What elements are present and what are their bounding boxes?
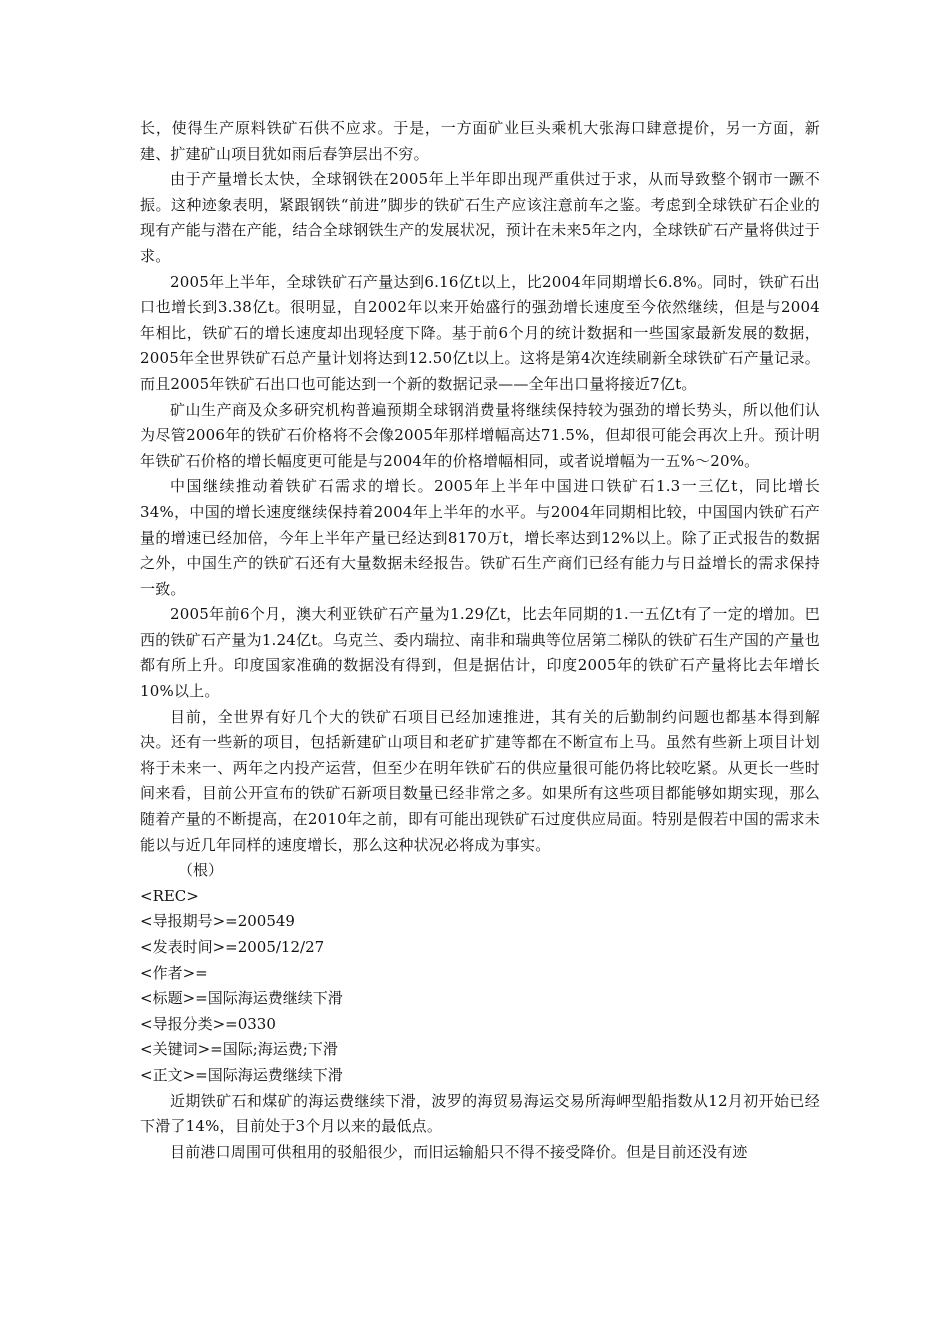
article-paragraph: 长，使得生产原料铁矿石供不应求。于是，一方面矿业巨头乘机大张海口肆意提价，另一方面，新建、扩建矿山项目犹如雨后春笋层出不穷。: [140, 119, 820, 163]
record-issue: <导报期号>=200549: [140, 912, 295, 931]
document-page: [140, 116, 820, 1165]
record-category: <导报分类>=0330: [140, 1014, 276, 1033]
record-author: <作者>=: [140, 963, 208, 982]
article-paragraph: 近期铁矿石和煤矿的海运费继续下滑，波罗的海贸易海运交易所海岬型船指数从12月初开始已经下滑了14%，目前处于3个月以来的最低点。: [140, 1091, 820, 1136]
article-paragraph: 矿山生产商及众多研究机构普遍预期全球钢消费量将继续保持较为强劲的增长势头，所以他们认为尽管2006年的铁矿石价格将不会像2005年那样增幅高达71.5%，但却很可能会再次上升。预计明年铁矿石价格的增长幅度更可能是与2004年的价格增幅相同，或者说增幅为一五%～20%。: [140, 400, 820, 470]
article-paragraph: 目前，全世界有好几个大的铁矿石项目已经加速推进，其有关的后勤制约问题也都基本得到解决。还有一些新的项目，包括新建矿山项目和老矿扩建等都在不断宣布上马。虽然有些新上项目计划将于未来一、两年之内投产运营，但至少在明年铁矿石的供应量很可能仍将比较吃紧。从更长一些时间来看，目前公开宣布的铁矿石新项目数量已经非常之多。如果所有这些项目都能够如期实现，那么随着产量的不断提高，在2010年之前，即有可能出现铁矿石过度供应局面。特别是假若中国的需求未能以与近几年同样的速度增长，那么这种状况必将成为事实。: [140, 707, 820, 854]
article-paragraph: 中国继续推动着铁矿石需求的增长。2005年上半年中国进口铁矿石1.3一三亿t，同比增长34%，中国的增长速度继续保持着2004年上半年的水平。与2004年同期相比较，中国国内铁矿石产量的增速已经加倍，今年上半年产量已经达到8170万t，增长率达到12%以上。除了正式报告的数据之外，中国生产的铁矿石还有大量数据未经报告。铁矿石生产商们已经有能力与日益增长的需求保持一致。: [140, 477, 820, 598]
record-keywords: <关键词>=国际;海运费;下滑: [140, 1040, 338, 1059]
record-body-label: <正文>=国际海运费继续下滑: [140, 1065, 343, 1084]
article-paragraph: 由于产量增长太快，全球钢铁在2005年上半年即出现严重供过于求，从而导致整个钢市一蹶不振。这种迹象表明，紧跟钢铁“前进”脚步的铁矿石生产应该注意前车之鉴。考虑到全球铁矿石企业的现有产能与潜在产能，结合全球钢铁生产的发展状况，预计在未来5年之内，全球铁矿石产量将供过于求。: [140, 170, 820, 265]
article-paragraph: 2005年前6个月，澳大利亚铁矿石产量为1.29亿t，比去年同期的1.一五亿t有了一定的增加。巴西的铁矿石产量为1.24亿t。乌克兰、委内瑞拉、南非和瑞典等位居第二梯队的铁矿石生产国的产量也都有所上升。印度国家准确的数据没有得到，但是据估计，印度2005年的铁矿石产量将比去年增长10%以上。: [140, 605, 820, 701]
author-signature: （根）: [178, 861, 224, 880]
record-tag: <REC>: [140, 886, 199, 905]
record-title: <标题>=国际海运费继续下滑: [140, 989, 343, 1008]
article-paragraph: 目前港口周围可供租用的驳船很少，而旧运输船只不得不接受降价。但是目前还没有迹: [170, 1142, 748, 1161]
record-date: <发表时间>=2005/12/27: [140, 938, 325, 956]
article-paragraph: 2005年上半年，全球铁矿石产量达到6.16亿t以上，比2004年同期增长6.8%。同时，铁矿石出口也增长到3.38亿t。很明显，自2002年以来开始盛行的强劲增长速度至今依然继续，但是与2004年相比，铁矿石的增长速度却出现轻度下降。基于前6个月的统计数据和一些国家最新发展的数据，2005年全世界铁矿石总产量计划将达到12.50亿t以上。这将是第4次连续刷新全球铁矿石产量记录。而且2005年铁矿石出口也可能达到一个新的数据记录——全年出口量将接近7亿t。: [140, 272, 820, 393]
